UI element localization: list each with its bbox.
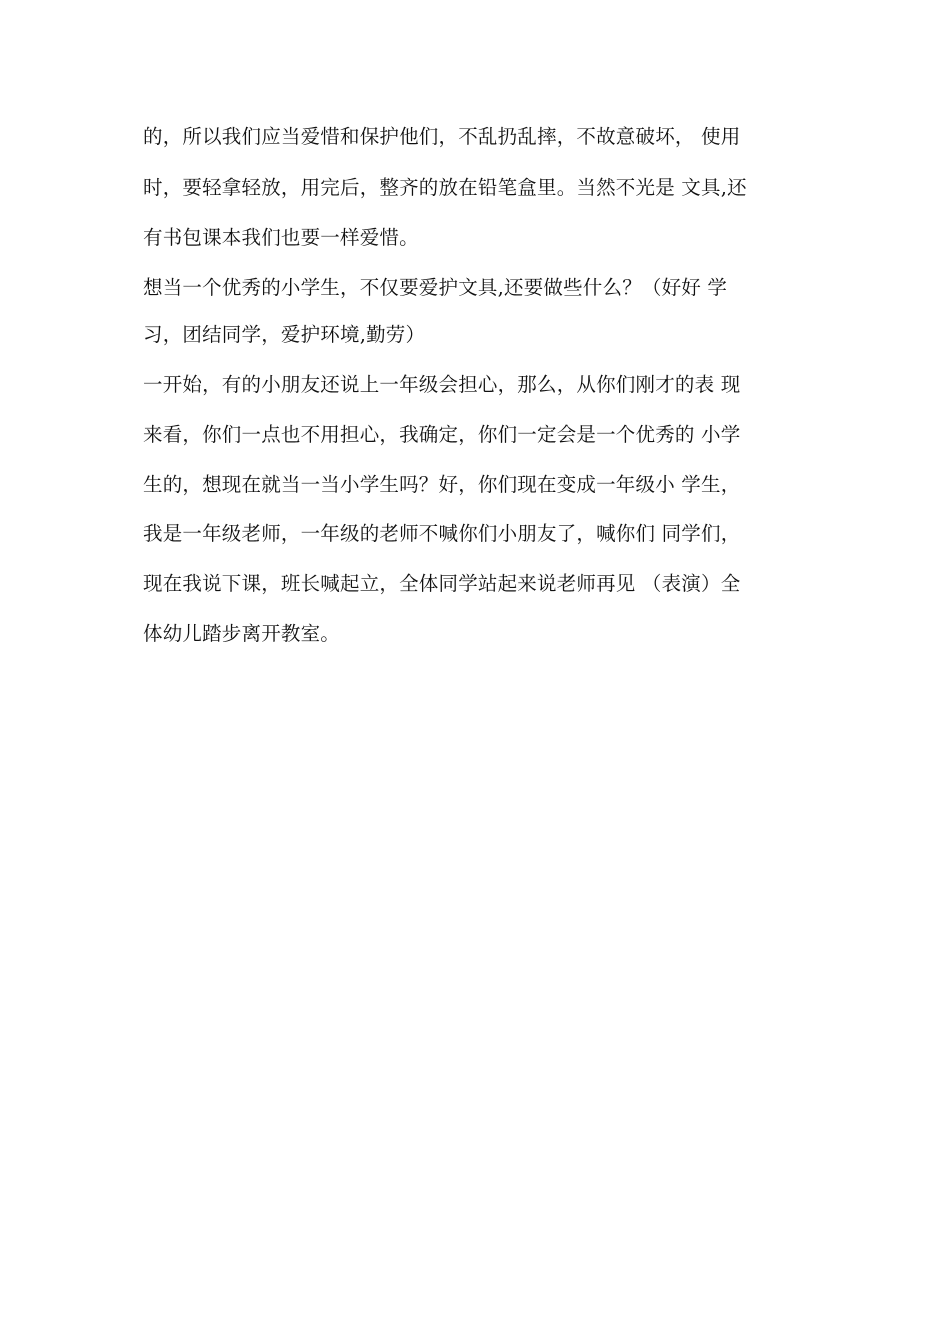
text-line: 想当一个优秀的小学生，不仅要爱护文具,还要做些什么？（好好 学 (143, 276, 728, 299)
text-line: 来看，你们一点也不用担心，我确定，你们一定会是一个优秀的 小学 (143, 423, 741, 446)
text-line: 习，团结同学，爱护环境,勤劳） (143, 323, 426, 346)
text-line: 时，要轻拿轻放，用完后，整齐的放在铅笔盒里。当然不光是 文具,还 (143, 176, 747, 199)
text-line: 的，所以我们应当爱惜和保护他们，不乱扔乱摔，不故意破坏， 使用 (143, 125, 741, 148)
text-line: 有书包课本我们也要一样爱惜。 (143, 226, 419, 249)
text-line: 我是一年级老师，一年级的老师不喊你们小朋友了，喊你们 同学们， (143, 522, 741, 545)
text-line: 一开始，有的小朋友还说上一年级会担心，那么，从你们刚才的表 现 (143, 373, 741, 396)
text-line: 体幼儿踏步离开教室。 (143, 622, 341, 645)
text-line: 现在我说下课，班长喊起立，全体同学站起来说老师再见 （表演）全 (143, 572, 741, 595)
text-line: 生的，想现在就当一当小学生吗？好，你们现在变成一年级小 学生， (143, 473, 741, 496)
